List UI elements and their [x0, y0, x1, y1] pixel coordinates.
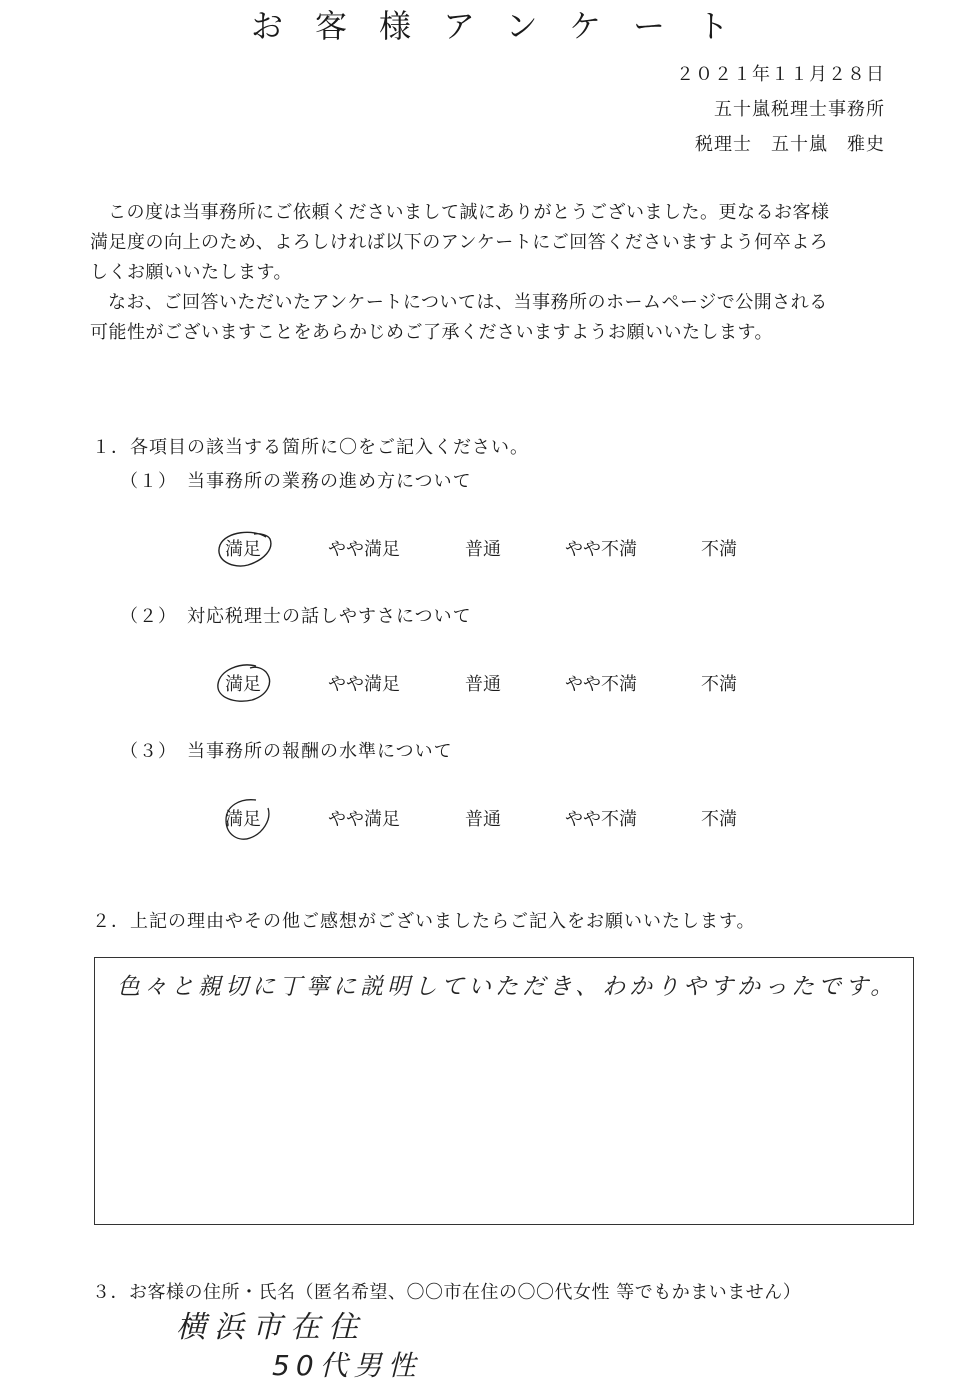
q2-heading: ２．上記の理由やその他ご感想がございましたらご記入をお願いいたします。: [92, 911, 756, 932]
intro-line: この度は当事務所にご依頼くださいまして誠にありがとうございました。更なるお客様: [108, 202, 830, 223]
option-somewhat-dissatisfied[interactable]: やや不満: [565, 539, 637, 560]
option-somewhat-satisfied[interactable]: やや満足: [328, 674, 400, 695]
date: ２０２１年１１月２８日: [676, 64, 885, 85]
q3-heading: ３．お客様の住所・氏名（匿名希望、〇〇市在住の〇〇代女性 等でもかまいません）: [92, 1282, 802, 1303]
option-dissatisfied[interactable]: 不満: [701, 809, 737, 830]
comment-box[interactable]: [94, 957, 914, 1225]
q1-item-1-label: （１） 当事務所の業務の進め方について: [120, 471, 472, 492]
address-answer: 横浜市在住: [176, 1310, 366, 1345]
intro-line: 満足度の向上のため、よろしければ以下のアンケートにご回答くださいますよう何卒よろ: [90, 232, 829, 253]
intro-line: 可能性がございますことをあらかじめご了承くださいますようお願いいたします。: [90, 322, 774, 343]
option-neutral[interactable]: 普通: [465, 809, 501, 830]
office-name: 五十嵐税理士事務所: [714, 99, 885, 120]
option-somewhat-dissatisfied[interactable]: やや不満: [565, 809, 637, 830]
signer: 税理士 五十嵐 雅史: [695, 134, 885, 155]
intro-line: なお、ご回答いただいたアンケートについては、当事務所のホームページで公開される: [108, 292, 828, 313]
option-dissatisfied[interactable]: 不満: [701, 539, 737, 560]
q1-item-2-label: （２） 対応税理士の話しやすさについて: [120, 606, 472, 627]
option-dissatisfied[interactable]: 不満: [701, 674, 737, 695]
intro-line: しくお願いいたします。: [90, 262, 293, 283]
option-satisfied[interactable]: 満足: [225, 809, 261, 830]
selected-circle-mark: [218, 796, 278, 846]
q1-heading: １．各項目の該当する箇所に〇をご記入ください。: [92, 437, 529, 458]
selected-circle-mark: [212, 660, 278, 708]
intro-paragraph: [90, 198, 890, 348]
option-somewhat-satisfied[interactable]: やや満足: [328, 539, 400, 560]
option-satisfied[interactable]: 満足: [225, 539, 261, 560]
page-title: お客様アンケート: [250, 7, 762, 45]
option-satisfied[interactable]: 満足: [225, 674, 261, 695]
option-somewhat-dissatisfied[interactable]: やや不満: [565, 674, 637, 695]
comment-answer: 色々と親切に丁寧に説明していただき、わかりやすかったです。: [117, 974, 898, 1000]
option-neutral[interactable]: 普通: [465, 674, 501, 695]
selected-circle-mark: [214, 527, 278, 573]
q1-item-3-label: （３） 当事務所の報酬の水準について: [120, 741, 453, 762]
age-gender-answer: 50代男性: [272, 1349, 422, 1382]
option-somewhat-satisfied[interactable]: やや満足: [328, 809, 400, 830]
option-neutral[interactable]: 普通: [465, 539, 501, 560]
